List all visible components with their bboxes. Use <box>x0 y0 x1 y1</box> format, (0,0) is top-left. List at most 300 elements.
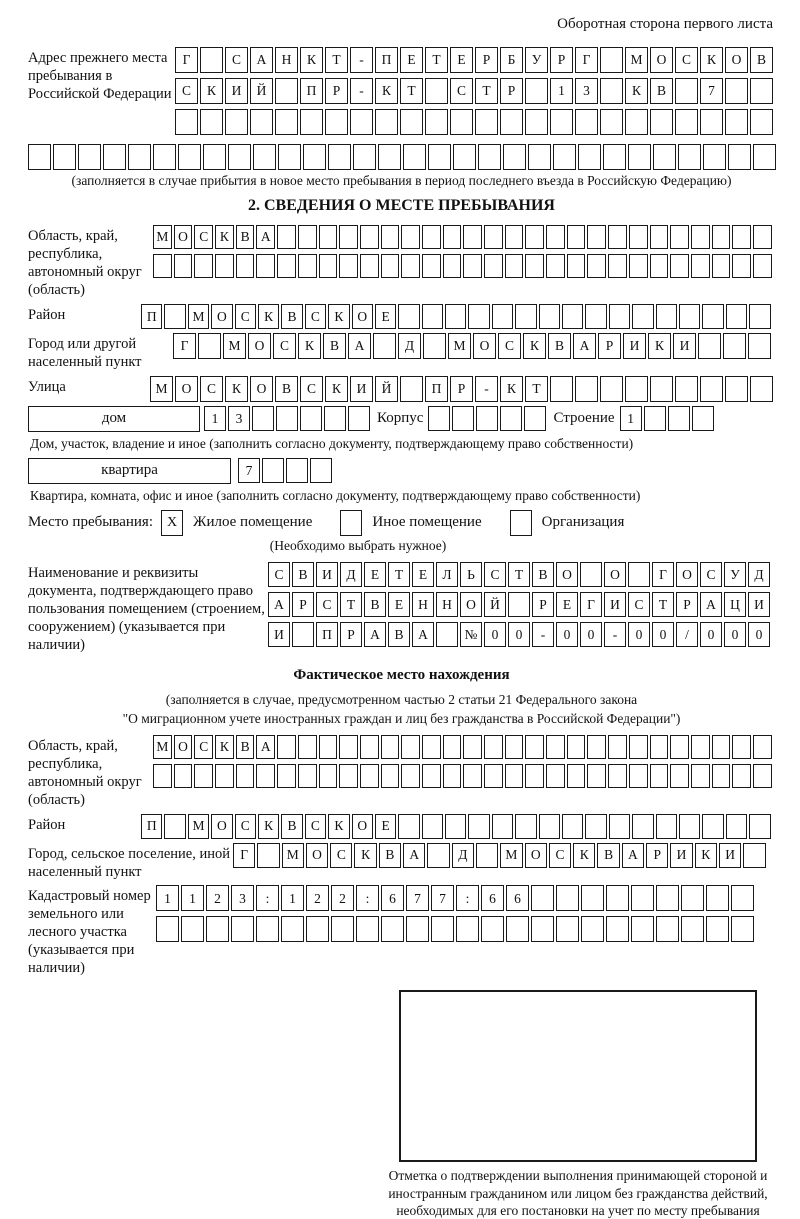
char-cell[interactable]: Е <box>412 562 434 587</box>
char-cell[interactable]: В <box>281 814 302 839</box>
char-cell[interactable] <box>401 764 420 788</box>
char-cell[interactable]: В <box>750 47 773 73</box>
char-cell[interactable]: Ц <box>724 592 746 617</box>
char-cell[interactable]: К <box>328 304 349 329</box>
char-cell[interactable]: М <box>500 843 522 868</box>
char-cell[interactable]: М <box>282 843 304 868</box>
char-cell[interactable] <box>753 254 772 278</box>
char-cell[interactable]: М <box>448 333 471 359</box>
char-cell[interactable] <box>632 814 653 839</box>
char-cell[interactable] <box>463 254 482 278</box>
char-cell[interactable] <box>356 916 379 942</box>
char-cell[interactable] <box>556 885 579 911</box>
char-cell[interactable]: О <box>175 376 198 402</box>
char-cell[interactable] <box>178 144 201 170</box>
char-cell[interactable]: 0 <box>484 622 506 647</box>
char-cell[interactable] <box>475 109 498 135</box>
char-cell[interactable] <box>164 814 185 839</box>
char-cell[interactable]: В <box>364 592 386 617</box>
char-cell[interactable]: 2 <box>206 885 229 911</box>
char-cell[interactable]: Т <box>388 562 410 587</box>
char-cell[interactable] <box>679 814 700 839</box>
char-cell[interactable] <box>587 735 606 759</box>
char-cell[interactable]: 1 <box>181 885 204 911</box>
char-cell[interactable]: П <box>316 622 338 647</box>
char-cell[interactable] <box>562 304 583 329</box>
char-cell[interactable] <box>528 144 551 170</box>
char-cell[interactable]: К <box>298 333 321 359</box>
char-cell[interactable] <box>691 735 710 759</box>
char-cell[interactable] <box>675 78 698 104</box>
char-cell[interactable] <box>505 254 524 278</box>
char-cell[interactable]: С <box>175 78 198 104</box>
char-cell[interactable]: 0 <box>580 622 602 647</box>
char-cell[interactable] <box>436 622 458 647</box>
char-cell[interactable]: Р <box>475 47 498 73</box>
char-cell[interactable]: С <box>305 814 326 839</box>
char-cell[interactable] <box>678 144 701 170</box>
char-cell[interactable] <box>753 225 772 249</box>
char-cell[interactable]: 6 <box>481 885 504 911</box>
char-cell[interactable]: А <box>622 843 644 868</box>
char-cell[interactable]: Г <box>652 562 674 587</box>
char-cell[interactable] <box>422 764 441 788</box>
char-cell[interactable] <box>403 144 426 170</box>
char-cell[interactable]: А <box>573 333 596 359</box>
char-cell[interactable] <box>700 109 723 135</box>
char-cell[interactable] <box>587 225 606 249</box>
char-cell[interactable]: 2 <box>331 885 354 911</box>
char-cell[interactable] <box>587 254 606 278</box>
char-cell[interactable] <box>731 885 754 911</box>
char-cell[interactable]: Г <box>233 843 255 868</box>
char-cell[interactable]: № <box>460 622 482 647</box>
char-cell[interactable] <box>476 406 498 431</box>
char-cell[interactable] <box>256 764 275 788</box>
char-cell[interactable]: 0 <box>724 622 746 647</box>
char-cell[interactable] <box>164 304 185 329</box>
char-cell[interactable] <box>443 764 462 788</box>
char-cell[interactable] <box>631 885 654 911</box>
char-cell[interactable]: Л <box>436 562 458 587</box>
char-cell[interactable] <box>525 109 548 135</box>
char-cell[interactable] <box>422 814 443 839</box>
char-cell[interactable] <box>553 144 576 170</box>
char-cell[interactable] <box>401 225 420 249</box>
char-cell[interactable] <box>484 764 503 788</box>
char-cell[interactable] <box>725 376 748 402</box>
char-cell[interactable]: А <box>364 622 386 647</box>
char-cell[interactable] <box>398 814 419 839</box>
char-cell[interactable] <box>575 109 598 135</box>
char-cell[interactable] <box>319 764 338 788</box>
char-cell[interactable]: Н <box>275 47 298 73</box>
char-cell[interactable] <box>153 764 172 788</box>
char-cell[interactable] <box>252 406 274 431</box>
char-cell[interactable]: И <box>670 843 692 868</box>
char-cell[interactable]: И <box>719 843 741 868</box>
char-cell[interactable]: К <box>695 843 717 868</box>
char-cell[interactable] <box>679 304 700 329</box>
char-cell[interactable] <box>153 254 172 278</box>
char-cell[interactable]: - <box>350 78 373 104</box>
char-cell[interactable] <box>702 304 723 329</box>
char-cell[interactable]: 0 <box>748 622 770 647</box>
char-cell[interactable]: Т <box>400 78 423 104</box>
char-cell[interactable]: С <box>700 562 722 587</box>
char-cell[interactable]: К <box>200 78 223 104</box>
char-cell[interactable]: 1 <box>620 406 642 431</box>
char-cell[interactable] <box>181 916 204 942</box>
char-cell[interactable]: О <box>250 376 273 402</box>
char-cell[interactable] <box>675 376 698 402</box>
char-cell[interactable] <box>656 304 677 329</box>
char-cell[interactable]: О <box>352 814 373 839</box>
char-cell[interactable]: 1 <box>204 406 226 431</box>
char-cell[interactable]: С <box>194 735 213 759</box>
char-cell[interactable]: С <box>675 47 698 73</box>
char-cell[interactable] <box>360 254 379 278</box>
char-cell[interactable]: : <box>456 885 479 911</box>
char-cell[interactable] <box>670 225 689 249</box>
char-cell[interactable] <box>306 916 329 942</box>
char-cell[interactable]: В <box>650 78 673 104</box>
char-cell[interactable] <box>231 916 254 942</box>
char-cell[interactable] <box>628 562 650 587</box>
char-cell[interactable]: И <box>350 376 373 402</box>
char-cell[interactable] <box>691 225 710 249</box>
char-cell[interactable] <box>608 764 627 788</box>
char-cell[interactable] <box>78 144 101 170</box>
char-cell[interactable] <box>712 735 731 759</box>
char-cell[interactable]: К <box>225 376 248 402</box>
char-cell[interactable] <box>281 916 304 942</box>
char-cell[interactable]: Т <box>425 47 448 73</box>
char-cell[interactable] <box>505 735 524 759</box>
char-cell[interactable]: Н <box>412 592 434 617</box>
char-cell[interactable]: М <box>223 333 246 359</box>
char-cell[interactable]: 6 <box>506 885 529 911</box>
stay-option-other[interactable] <box>340 510 481 536</box>
char-cell[interactable]: Т <box>340 592 362 617</box>
char-cell[interactable]: К <box>354 843 376 868</box>
char-cell[interactable]: С <box>268 562 290 587</box>
char-cell[interactable] <box>525 254 544 278</box>
char-cell[interactable]: О <box>174 735 193 759</box>
char-cell[interactable]: 7 <box>431 885 454 911</box>
char-cell[interactable] <box>378 144 401 170</box>
char-cell[interactable] <box>670 735 689 759</box>
char-cell[interactable]: У <box>525 47 548 73</box>
char-cell[interactable] <box>443 735 462 759</box>
char-cell[interactable] <box>603 144 626 170</box>
char-cell[interactable]: К <box>648 333 671 359</box>
char-cell[interactable]: С <box>300 376 323 402</box>
char-cell[interactable] <box>681 885 704 911</box>
char-cell[interactable] <box>198 333 221 359</box>
char-cell[interactable] <box>656 814 677 839</box>
char-cell[interactable]: М <box>188 814 209 839</box>
char-cell[interactable] <box>525 225 544 249</box>
char-cell[interactable]: К <box>258 814 279 839</box>
stay-option-checkbox[interactable]: X <box>161 510 183 536</box>
stay-option-checkbox[interactable] <box>340 510 362 536</box>
char-cell[interactable] <box>194 764 213 788</box>
char-cell[interactable] <box>539 814 560 839</box>
char-cell[interactable]: А <box>348 333 371 359</box>
char-cell[interactable] <box>445 814 466 839</box>
char-cell[interactable] <box>692 406 714 431</box>
char-cell[interactable]: Р <box>676 592 698 617</box>
char-cell[interactable]: П <box>141 304 162 329</box>
char-cell[interactable]: М <box>625 47 648 73</box>
char-cell[interactable] <box>128 144 151 170</box>
char-cell[interactable]: О <box>473 333 496 359</box>
char-cell[interactable]: Т <box>652 592 674 617</box>
char-cell[interactable]: 6 <box>381 885 404 911</box>
char-cell[interactable] <box>203 144 226 170</box>
char-cell[interactable] <box>525 764 544 788</box>
char-cell[interactable]: Р <box>598 333 621 359</box>
char-cell[interactable] <box>319 225 338 249</box>
char-cell[interactable]: 3 <box>228 406 250 431</box>
char-cell[interactable]: Й <box>250 78 273 104</box>
char-cell[interactable]: У <box>724 562 746 587</box>
char-cell[interactable] <box>225 109 248 135</box>
char-cell[interactable]: О <box>460 592 482 617</box>
char-cell[interactable] <box>650 254 669 278</box>
char-cell[interactable]: В <box>597 843 619 868</box>
char-cell[interactable] <box>525 78 548 104</box>
char-cell[interactable] <box>319 735 338 759</box>
char-cell[interactable]: О <box>211 814 232 839</box>
char-cell[interactable] <box>580 562 602 587</box>
char-cell[interactable] <box>452 406 474 431</box>
char-cell[interactable]: Р <box>532 592 554 617</box>
char-cell[interactable]: Д <box>748 562 770 587</box>
char-cell[interactable]: О <box>211 304 232 329</box>
char-cell[interactable] <box>398 304 419 329</box>
char-cell[interactable] <box>298 254 317 278</box>
char-cell[interactable] <box>650 376 673 402</box>
char-cell[interactable]: С <box>484 562 506 587</box>
char-cell[interactable] <box>463 735 482 759</box>
char-cell[interactable]: - <box>604 622 626 647</box>
char-cell[interactable]: 7 <box>238 458 260 483</box>
char-cell[interactable]: С <box>235 304 256 329</box>
char-cell[interactable]: В <box>281 304 302 329</box>
char-cell[interactable]: И <box>673 333 696 359</box>
char-cell[interactable] <box>253 144 276 170</box>
char-cell[interactable]: А <box>256 735 275 759</box>
char-cell[interactable]: С <box>200 376 223 402</box>
char-cell[interactable] <box>650 764 669 788</box>
char-cell[interactable] <box>422 304 443 329</box>
char-cell[interactable] <box>581 916 604 942</box>
char-cell[interactable] <box>581 885 604 911</box>
char-cell[interactable]: В <box>388 622 410 647</box>
char-cell[interactable] <box>567 735 586 759</box>
char-cell[interactable] <box>650 225 669 249</box>
char-cell[interactable] <box>732 225 751 249</box>
char-cell[interactable]: П <box>141 814 162 839</box>
char-cell[interactable] <box>505 225 524 249</box>
char-cell[interactable] <box>325 109 348 135</box>
char-cell[interactable] <box>406 916 429 942</box>
char-cell[interactable]: И <box>604 592 626 617</box>
char-cell[interactable] <box>578 144 601 170</box>
char-cell[interactable] <box>567 764 586 788</box>
char-cell[interactable]: М <box>188 304 209 329</box>
char-cell[interactable] <box>546 735 565 759</box>
char-cell[interactable] <box>515 814 536 839</box>
char-cell[interactable]: Д <box>398 333 421 359</box>
char-cell[interactable]: П <box>300 78 323 104</box>
char-cell[interactable] <box>723 333 746 359</box>
char-cell[interactable]: - <box>350 47 373 73</box>
char-cell[interactable] <box>310 458 332 483</box>
char-cell[interactable] <box>236 254 255 278</box>
char-cell[interactable] <box>468 304 489 329</box>
char-cell[interactable] <box>691 254 710 278</box>
char-cell[interactable] <box>400 376 423 402</box>
char-cell[interactable] <box>628 144 651 170</box>
char-cell[interactable] <box>728 144 751 170</box>
char-cell[interactable] <box>215 254 234 278</box>
char-cell[interactable] <box>753 735 772 759</box>
char-cell[interactable]: Р <box>550 47 573 73</box>
char-cell[interactable] <box>381 735 400 759</box>
char-cell[interactable] <box>484 225 503 249</box>
char-cell[interactable] <box>608 735 627 759</box>
char-cell[interactable]: С <box>498 333 521 359</box>
char-cell[interactable]: 3 <box>231 885 254 911</box>
char-cell[interactable] <box>256 254 275 278</box>
char-cell[interactable] <box>703 144 726 170</box>
char-cell[interactable]: К <box>573 843 595 868</box>
char-cell[interactable] <box>328 144 351 170</box>
char-cell[interactable] <box>629 254 648 278</box>
char-cell[interactable]: С <box>235 814 256 839</box>
char-cell[interactable] <box>478 144 501 170</box>
char-cell[interactable]: С <box>273 333 296 359</box>
char-cell[interactable]: Т <box>475 78 498 104</box>
char-cell[interactable]: П <box>425 376 448 402</box>
char-cell[interactable] <box>609 304 630 329</box>
char-cell[interactable]: М <box>153 735 172 759</box>
char-cell[interactable] <box>681 916 704 942</box>
char-cell[interactable] <box>331 916 354 942</box>
char-cell[interactable] <box>505 764 524 788</box>
char-cell[interactable] <box>375 109 398 135</box>
char-cell[interactable] <box>753 764 772 788</box>
char-cell[interactable]: О <box>174 225 193 249</box>
char-cell[interactable] <box>463 225 482 249</box>
char-cell[interactable]: Т <box>508 562 530 587</box>
char-cell[interactable]: 3 <box>575 78 598 104</box>
char-cell[interactable] <box>484 735 503 759</box>
char-cell[interactable] <box>353 144 376 170</box>
char-cell[interactable] <box>275 109 298 135</box>
char-cell[interactable] <box>675 109 698 135</box>
char-cell[interactable]: 1 <box>281 885 304 911</box>
char-cell[interactable] <box>257 843 279 868</box>
char-cell[interactable] <box>456 916 479 942</box>
char-cell[interactable]: Н <box>436 592 458 617</box>
char-cell[interactable]: К <box>500 376 523 402</box>
char-cell[interactable] <box>360 225 379 249</box>
char-cell[interactable] <box>174 764 193 788</box>
char-cell[interactable]: 7 <box>700 78 723 104</box>
char-cell[interactable]: Р <box>646 843 668 868</box>
char-cell[interactable] <box>236 764 255 788</box>
char-cell[interactable]: И <box>316 562 338 587</box>
char-cell[interactable] <box>550 109 573 135</box>
char-cell[interactable] <box>653 144 676 170</box>
char-cell[interactable] <box>631 916 654 942</box>
char-cell[interactable] <box>600 47 623 73</box>
char-cell[interactable]: Ь <box>460 562 482 587</box>
char-cell[interactable] <box>725 109 748 135</box>
char-cell[interactable] <box>256 916 279 942</box>
char-cell[interactable] <box>153 144 176 170</box>
char-cell[interactable] <box>585 814 606 839</box>
char-cell[interactable] <box>606 885 629 911</box>
char-cell[interactable]: М <box>153 225 172 249</box>
char-cell[interactable]: Р <box>325 78 348 104</box>
char-cell[interactable] <box>453 144 476 170</box>
char-cell[interactable] <box>339 764 358 788</box>
char-cell[interactable] <box>629 225 648 249</box>
char-cell[interactable] <box>484 254 503 278</box>
char-cell[interactable] <box>732 254 751 278</box>
stay-option-organization[interactable] <box>510 510 625 536</box>
char-cell[interactable]: О <box>650 47 673 73</box>
char-cell[interactable] <box>712 225 731 249</box>
char-cell[interactable]: Д <box>452 843 474 868</box>
char-cell[interactable] <box>103 144 126 170</box>
char-cell[interactable] <box>587 764 606 788</box>
char-cell[interactable] <box>656 916 679 942</box>
char-cell[interactable] <box>156 916 179 942</box>
char-cell[interactable] <box>503 144 526 170</box>
char-cell[interactable] <box>556 916 579 942</box>
char-cell[interactable] <box>750 78 773 104</box>
char-cell[interactable]: Б <box>500 47 523 73</box>
char-cell[interactable] <box>539 304 560 329</box>
char-cell[interactable] <box>749 304 770 329</box>
char-cell[interactable]: Е <box>400 47 423 73</box>
char-cell[interactable] <box>463 764 482 788</box>
char-cell[interactable] <box>428 144 451 170</box>
char-cell[interactable] <box>575 376 598 402</box>
char-cell[interactable]: О <box>725 47 748 73</box>
char-cell[interactable]: 0 <box>652 622 674 647</box>
char-cell[interactable]: Г <box>580 592 602 617</box>
char-cell[interactable]: В <box>379 843 401 868</box>
char-cell[interactable] <box>743 843 765 868</box>
char-cell[interactable]: Д <box>340 562 362 587</box>
char-cell[interactable]: 0 <box>556 622 578 647</box>
char-cell[interactable]: К <box>325 376 348 402</box>
char-cell[interactable]: Й <box>375 376 398 402</box>
char-cell[interactable] <box>698 333 721 359</box>
char-cell[interactable] <box>400 109 423 135</box>
char-cell[interactable] <box>200 109 223 135</box>
char-cell[interactable] <box>632 304 653 329</box>
char-cell[interactable] <box>750 376 773 402</box>
char-cell[interactable] <box>298 764 317 788</box>
